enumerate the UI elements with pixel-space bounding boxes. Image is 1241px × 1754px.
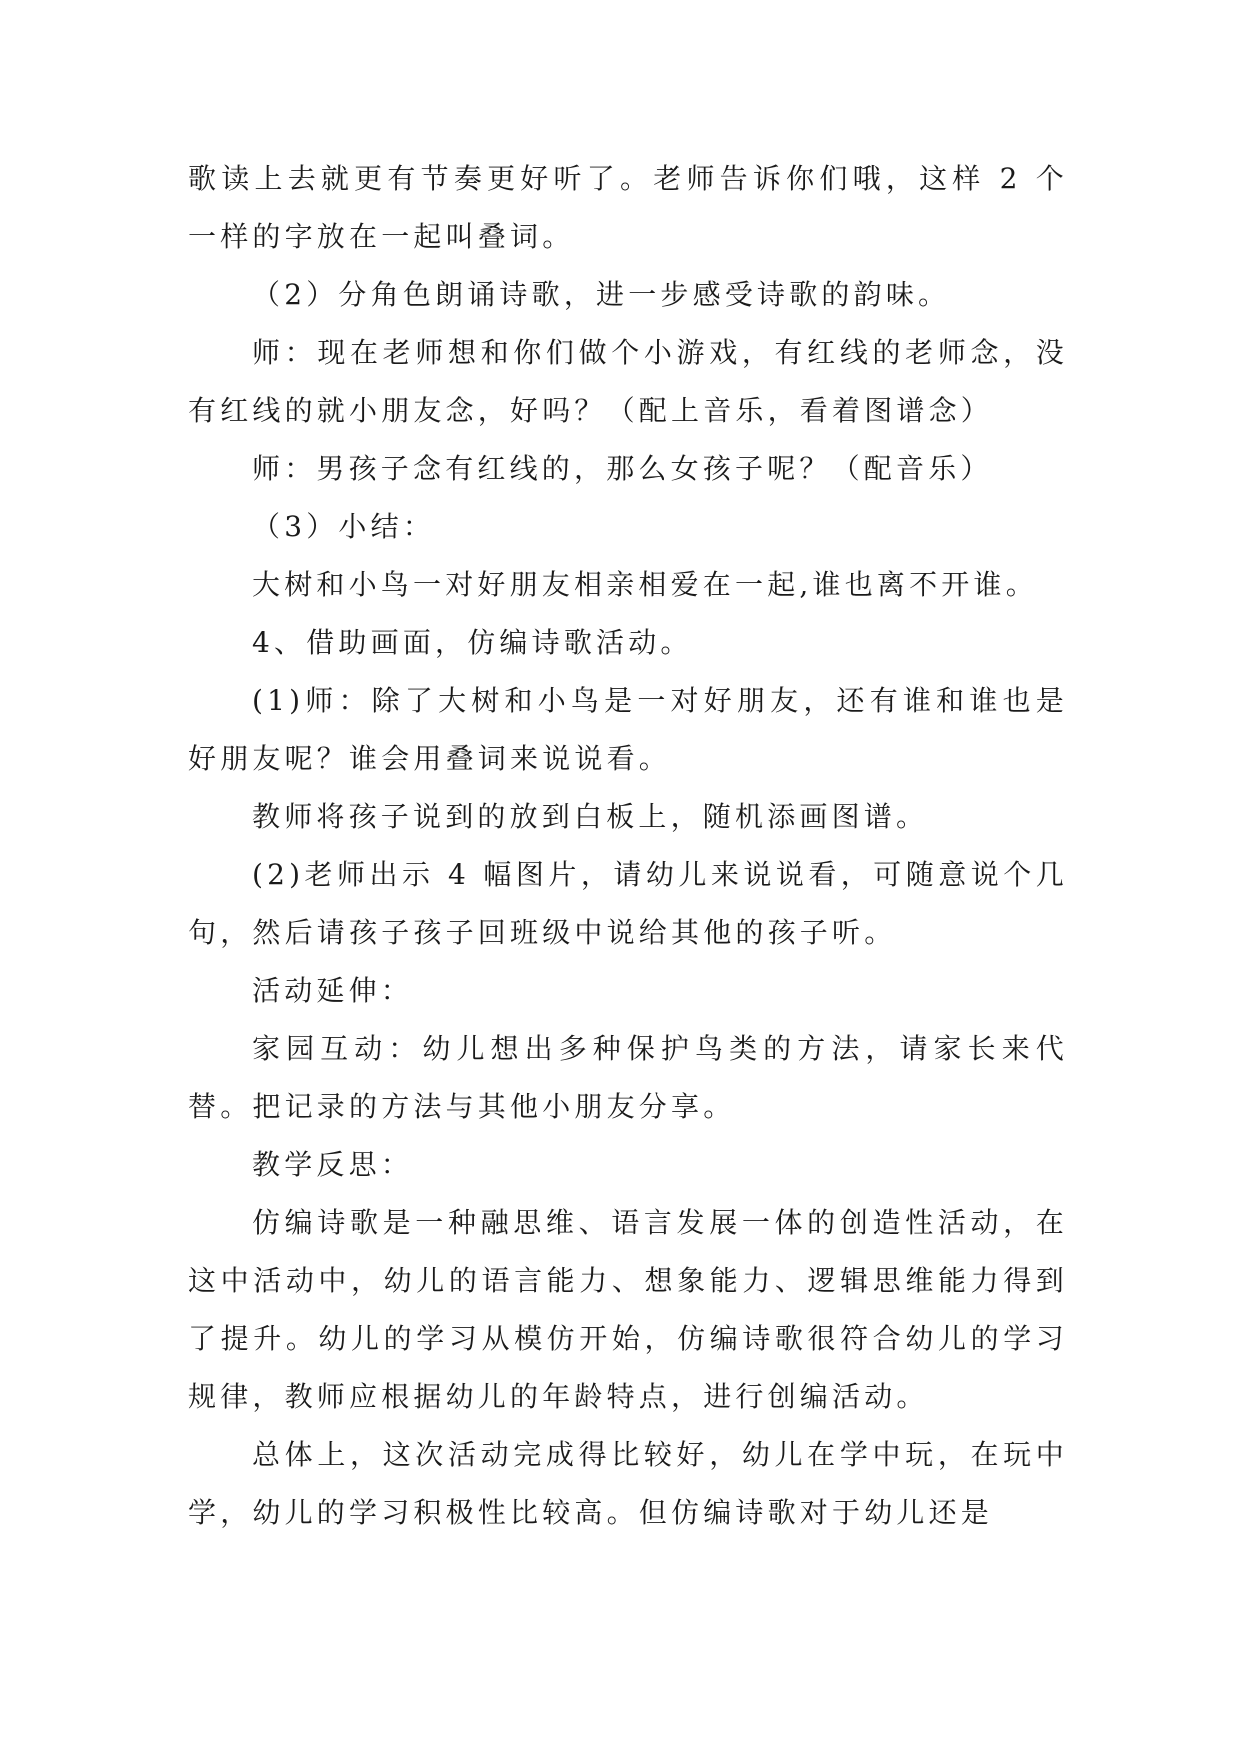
paragraph: 活动延伸： — [252, 974, 414, 1007]
paragraph: （3）小结： — [252, 510, 436, 543]
paragraph: 家园互动：幼儿想出多种保护鸟类的方法，请家长来代替。把记录的方法与其他小朋友分享。 — [188, 1032, 1068, 1123]
paragraph: （2）分角色朗诵诗歌，进一步感受诗歌的韵味。 — [252, 278, 951, 311]
paragraph: 仿编诗歌是一种融思维、语言发展一体的创造性活动，在这中活动中，幼儿的语言能力、想象能力、逻辑思维能力得到了提升。幼儿的学习从模仿开始，仿编诗歌很符合幼儿的学习规律，教师应根据幼儿的年龄特点，进行创编活动。 — [188, 1206, 1068, 1413]
body-text — [188, 150, 1068, 1542]
paragraph: 教师将孩子说到的放到白板上，随机添画图谱。 — [252, 800, 929, 833]
paragraph: 歌读上去就更有节奏更好听了。老师告诉你们哦，这样 2 个一样的字放在一起叫叠词。 — [188, 162, 1068, 253]
paragraph: 4、借助画面，仿编诗歌活动。 — [252, 626, 693, 659]
paragraph: (1)师：除了大树和小鸟是一对好朋友，还有谁和谁也是好朋友呢？谁会用叠词来说说看。 — [188, 684, 1068, 775]
paragraph: 教学反思： — [252, 1148, 414, 1181]
paragraph: 师：现在老师想和你们做个小游戏，有红线的老师念，没有红线的就小朋友念，好吗？（配上音乐，看着图谱念） — [188, 336, 1068, 427]
paragraph: 总体上，这次活动完成得比较好，幼儿在学中玩，在玩中学，幼儿的学习积极性比较高。但仿编诗歌对于幼儿还是 — [188, 1438, 1068, 1529]
paragraph: (2)老师出示 4 幅图片，请幼儿来说说看，可随意说个几句，然后请孩子孩子回班级中说给其他的孩子听。 — [188, 858, 1068, 949]
paragraph: 大树和小鸟一对好朋友相亲相爱在一起,谁也离不开谁。 — [252, 568, 1038, 601]
paragraph: 师：男孩子念有红线的，那么女孩子呢？（配音乐） — [252, 452, 993, 485]
